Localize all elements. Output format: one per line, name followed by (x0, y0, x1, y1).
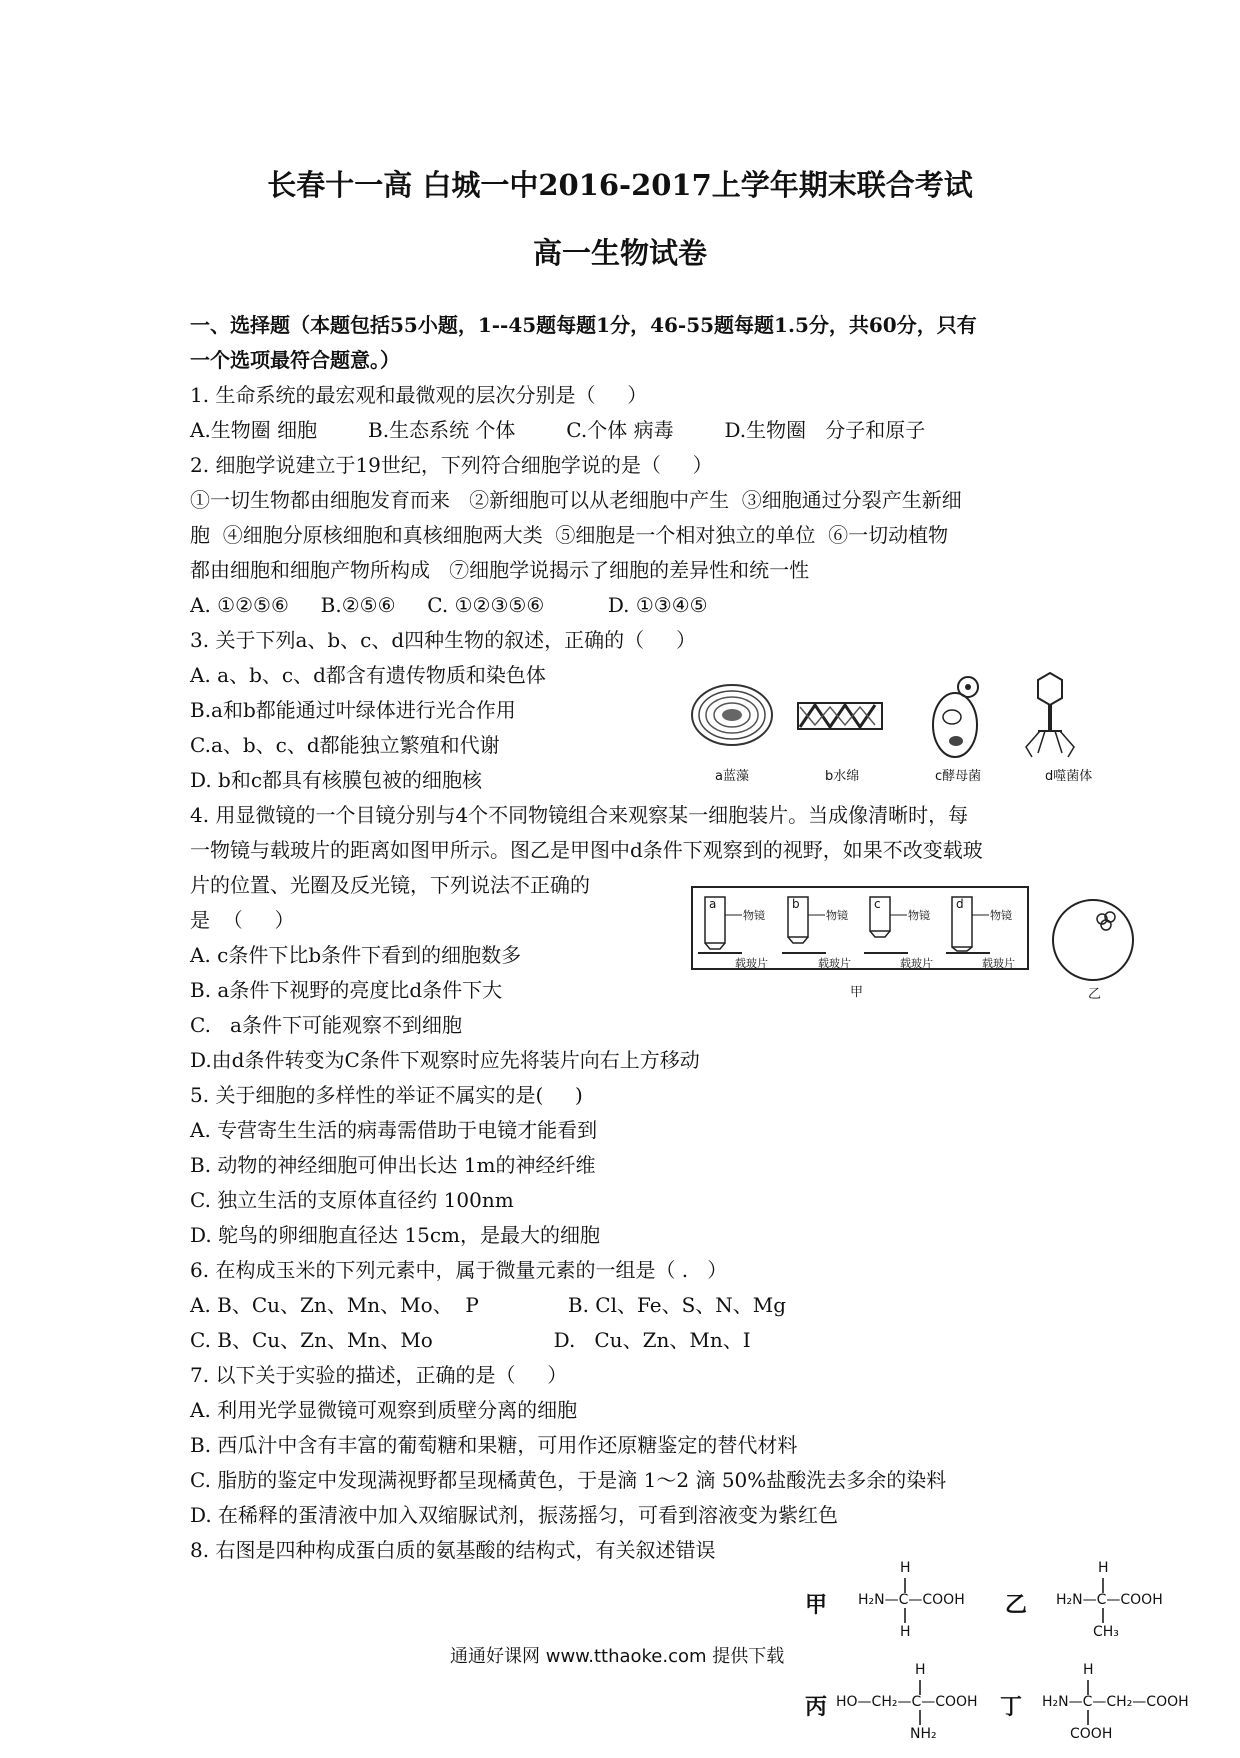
objective-d (946, 897, 990, 953)
q3-option-a: A. a、b、c、d都含有遗传物质和染色体 (190, 663, 546, 687)
objective-label-c: 物镜 (908, 909, 930, 922)
q2-statement-line1: ①一切生物都由细胞发育而来 ②新细胞可以从老细胞中产生 ③细胞通过分裂产生新细 (190, 488, 962, 512)
q4-field-of-view-figure (1048, 895, 1148, 1005)
q4-stem-line3: 片的位置、光圈及反光镜，下列说法不正确的 (190, 873, 590, 897)
amino-ding-cooh: COOH (1070, 1726, 1113, 1742)
amino-bing-label: 丙 (805, 1694, 828, 1720)
objective-label-b: 物镜 (826, 909, 848, 922)
q3-option-d: D. b和c都具有核膜包被的细胞核 (190, 768, 483, 792)
figure-yi-label: 乙 (1088, 987, 1102, 1002)
slide-label-a: 载玻片 (735, 957, 768, 970)
q7-stem: 7. 以下关于实验的描述，正确的是（ ） (190, 1363, 568, 1387)
q2-stem: 2. 细胞学说建立于19世纪，下列符合细胞学说的是（ ） (190, 453, 713, 477)
q4-stem-line4: 是 （ ） (190, 908, 295, 932)
q4-stem-line2: 一物镜与载玻片的距离如图甲所示。图乙是甲图中d条件下观察到的视野，如果不改变载玻 (190, 838, 983, 862)
objective-a (698, 897, 742, 953)
page-footer: 通通好课网 www.tthaoke.com 提供下载 (450, 1646, 785, 1667)
exam-subtitle: 高一生物试卷 (532, 236, 707, 270)
q4-microscope-figure (690, 885, 1030, 1000)
q4-option-b: B. a条件下视野的亮度比d条件下大 (190, 978, 503, 1002)
slide-label-d: 载玻片 (982, 957, 1015, 970)
q1-stem: 1. 生命系统的最宏观和最微观的层次分别是（ ） (190, 383, 648, 407)
field-of-view-circle (1048, 895, 1148, 985)
q3-label-b: b水绵 (825, 769, 860, 784)
q3-label-d: d噬菌体 (1045, 769, 1093, 784)
q3-organism-figure (690, 665, 1100, 785)
objective-c (864, 897, 908, 953)
spirogyra-drawing (798, 703, 882, 729)
q4-stem-line1: 4. 用显微镜的一个目镜分别与4个不同物镜组合来观察某一细胞装片。当成像清晰时，每 (190, 803, 969, 827)
q3-label-c: c酵母菌 (935, 769, 982, 784)
objective-label-d: 物镜 (990, 909, 1012, 922)
q3-organism-drawings (690, 665, 1100, 785)
slide-label-c: 载玻片 (900, 957, 933, 970)
amino-yi-top-h: H (1098, 1560, 1109, 1576)
q4-option-d: D.由d条件转变为C条件下观察时应先将装片向右上方移动 (190, 1048, 700, 1072)
amino-yi-core: H₂N—C—COOH (1056, 1592, 1163, 1608)
amino-ding-core: H₂N—C—CH₂—COOH (1042, 1694, 1189, 1710)
cyanobacteria-drawing (692, 685, 772, 745)
yeast-drawing (933, 677, 978, 757)
amino-jia-bottom-h: H (900, 1624, 911, 1640)
q6-stem: 6. 在构成玉米的下列元素中，属于微量元素的一组是（ . ） (190, 1258, 728, 1282)
q5-stem: 5. 关于细胞的多样性的举证不属实的是( ) (190, 1083, 583, 1107)
objective-d-letter: d (956, 897, 964, 911)
amino-jia-core: H₂N—C—COOH (858, 1592, 965, 1608)
q7-option-c: C. 脂肪的鉴定中发现满视野都呈现橘黄色，于是滴 1～2 滴 50%盐酸洗去多余的染料 (190, 1468, 947, 1492)
objective-a-letter: a (709, 897, 717, 911)
amino-ding-label: 丁 (1000, 1694, 1023, 1720)
q3-option-c: C.a、b、c、d都能独立繁殖和代谢 (190, 733, 500, 757)
amino-yi-ch3: CH₃ (1093, 1624, 1119, 1640)
objective-label-a: 物镜 (743, 909, 765, 922)
amino-bing-nh2: NH₂ (910, 1726, 937, 1742)
q5-option-c: C. 独立生活的支原体直径约 100nm (190, 1188, 514, 1212)
q5-option-a: A. 专营寄生生活的病毒需借助于电镜才能看到 (190, 1118, 598, 1142)
section-heading-line1: 一、选择题（本题包括55小题，1--45题每题1分，46-55题每题1.5分，共60分，只有 (190, 313, 977, 337)
q7-option-b: B. 西瓜汁中含有丰富的葡萄糖和果糖，可用作还原糖鉴定的替代材料 (190, 1433, 798, 1457)
bacteriophage-drawing (1026, 673, 1074, 757)
amino-jia-label: 甲 (805, 1592, 828, 1618)
q5-option-d: D. 鸵鸟的卵细胞直径达 15cm，是最大的细胞 (190, 1223, 601, 1247)
q3-option-b: B.a和b都能通过叶绿体进行光合作用 (190, 698, 516, 722)
objective-b (782, 897, 826, 953)
amino-ding-top-h: H (1083, 1662, 1094, 1678)
objective-b-letter: b (792, 897, 800, 911)
q6-options-cd: C. B、Cu、Zn、Mn、Mo D. Cu、Zn、Mn、I (190, 1328, 751, 1352)
q8-amino-acid-figure (800, 1558, 1220, 1754)
q2-options: A. ①②⑤⑥ B.②⑤⑥ C. ①②③⑤⑥ D. ①③④⑤ (190, 593, 708, 617)
amino-bing-core: HO—CH₂—C—COOH (836, 1694, 978, 1710)
q8-stem: 8. 右图是四种构成蛋白质的氨基酸的结构式，有关叙述错误 (190, 1538, 716, 1562)
q5-option-b: B. 动物的神经细胞可伸出长达 1m的神经纤维 (190, 1153, 596, 1177)
q7-option-a: A. 利用光学显微镜可观察到质壁分离的细胞 (190, 1398, 578, 1422)
slide-label-b: 载玻片 (818, 957, 851, 970)
q2-statement-line3: 都由细胞和细胞产物所构成 ⑦细胞学说揭示了细胞的差异性和统一性 (190, 558, 810, 582)
exam-title: 长春十一高 白城一中2016-2017上学年期末联合考试 (267, 168, 973, 202)
q2-statement-line2: 胞 ④细胞分原核细胞和真核细胞两大类 ⑤细胞是一个相对独立的单位 ⑥一切动植物 (190, 523, 949, 547)
q1-options: A.生物圈 细胞 B.生态系统 个体 C.个体 病毒 D.生物圈 分子和原子 (190, 418, 926, 442)
q4-option-a: A. c条件下比b条件下看到的细胞数多 (190, 943, 522, 967)
q7-option-d: D. 在稀释的蛋清液中加入双缩脲试剂，振荡摇匀，可看到溶液变为紫红色 (190, 1503, 839, 1527)
amino-bing-top-h: H (915, 1662, 926, 1678)
q6-options-ab: A. B、Cu、Zn、Mn、Mo、 P B. Cl、Fe、S、N、Mg (190, 1293, 787, 1317)
figure-jia-label: 甲 (850, 985, 864, 1000)
q4-option-c: C. a条件下可能观察不到细胞 (190, 1013, 462, 1037)
amino-jia-top-h: H (900, 1560, 911, 1576)
objective-c-letter: c (874, 897, 881, 911)
q3-stem: 3. 关于下列a、b、c、d四种生物的叙述，正确的（ ） (190, 628, 696, 652)
q3-label-a: a蓝藻 (715, 769, 749, 784)
section-heading-line2: 一个选项最符合题意。） (190, 348, 400, 372)
amino-yi-label: 乙 (1005, 1592, 1028, 1618)
